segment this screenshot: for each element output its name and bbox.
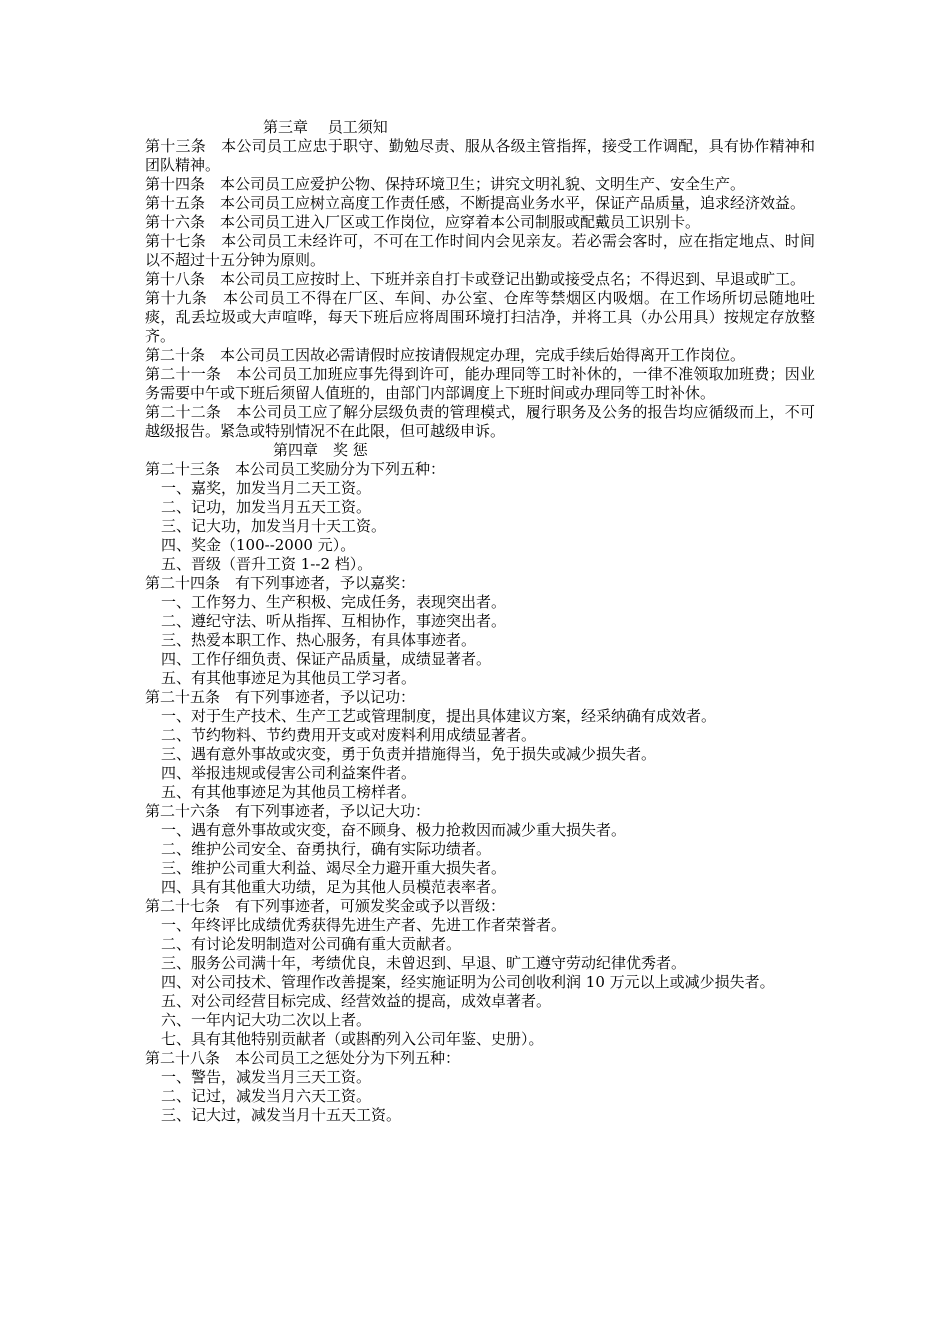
article-26-item: 四、具有其他重大功绩，足为其他人员模范表率者。 — [161, 878, 507, 896]
chapter-4-title: 第四章 奖 惩 — [273, 441, 368, 459]
article-20: 第二十条 本公司员工因故必需请假时应按请假规定办理，完成手续后始得离开工作岗位。 — [145, 346, 746, 364]
article-24-heading: 第二十四条 有下列事迹者，予以嘉奖： — [145, 574, 416, 592]
article-23-item: 二、记功，加发当月五天工资。 — [161, 498, 372, 516]
article-24-item: 二、遵纪守法、听从指挥、互相协作，事迹突出者。 — [161, 612, 507, 630]
article-19: 第十九条 本公司员工不得在厂区、车间、办公室、仓库等禁烟区内吸烟。在工作场所切忌随地吐痰，乱丢垃圾或大声喧哗，每天下班后应将周围环境打扫洁净，并将工具（办公用具）按规定存放整齐。 — [145, 289, 815, 345]
article-24-item: 一、工作努力、生产积极、完成任务，表现突出者。 — [161, 593, 507, 611]
article-28-item: 一、警告，减发当月三天工资。 — [161, 1068, 372, 1086]
article-26-item: 二、维护公司安全、奋勇执行，确有实际功绩者。 — [161, 840, 492, 858]
chapter-3-title: 第三章 员工须知 — [263, 118, 388, 136]
article-23-item: 一、嘉奖，加发当月二天工资。 — [161, 479, 372, 497]
article-25-item: 四、举报违规或侵害公司利益案件者。 — [161, 764, 417, 782]
article-21: 第二十一条 本公司员工加班应事先得到许可，能办理同等工时补休的，一律不准领取加班费；因业务需要中午或下班后须留人值班的，由部门内部调度上下班时间或办理同等工时补休。 — [145, 365, 815, 402]
article-26-item: 一、遇有意外事故或灾变，奋不顾身、极力抢救因而减少重大损失者。 — [161, 821, 627, 839]
article-28-item: 二、记过，减发当月六天工资。 — [161, 1087, 372, 1105]
article-26-item: 三、维护公司重大利益、竭尽全力避开重大损失者。 — [161, 859, 507, 877]
article-28-item: 三、记大过，减发当月十五天工资。 — [161, 1106, 402, 1124]
article-25-heading: 第二十五条 有下列事迹者，予以记功： — [145, 688, 416, 706]
article-24-item: 三、热爱本职工作、热心服务，有具体事迹者。 — [161, 631, 477, 649]
article-24-item: 四、工作仔细负责、保证产品质量，成绩显著者。 — [161, 650, 492, 668]
article-27-item: 五、对公司经营目标完成、经营效益的提高，成效卓著者。 — [161, 992, 552, 1010]
article-23-item: 五、晋级（晋升工资 1--2 档）。 — [161, 555, 373, 573]
article-27-heading: 第二十七条 有下列事迹者，可颁发奖金或予以晋级： — [145, 897, 506, 915]
article-27-item: 二、有讨论发明制造对公司确有重大贡献者。 — [161, 935, 462, 953]
article-25-item: 一、对于生产技术、生产工艺或管理制度，提出具体建议方案，经采纳确有成效者。 — [161, 707, 717, 725]
article-27-item: 四、对公司技术、管理作改善提案，经实施证明为公司创收利润 10 万元以上或减少损失者。 — [161, 973, 775, 991]
article-27-item: 三、服务公司满十年，考绩优良，未曾迟到、早退、旷工遵守劳动纪律优秀者。 — [161, 954, 687, 972]
article-13: 第十三条 本公司员工应忠于职守、勤勉尽责、服从各级主管指挥，接受工作调配，具有协作精神和团队精神。 — [145, 137, 815, 174]
article-18: 第十八条 本公司员工应按时上、下班并亲自打卡或登记出勤或接受点名；不得迟到、早退或旷工。 — [145, 270, 806, 288]
article-15: 第十五条 本公司员工应树立高度工作责任感，不断提高业务水平，保证产品质量，追求经济效益。 — [145, 194, 806, 212]
article-26-heading: 第二十六条 有下列事迹者，予以记大功： — [145, 802, 431, 820]
article-14: 第十四条 本公司员工应爱护公物、保持环境卫生；讲究文明礼貌、文明生产、安全生产。 — [145, 175, 746, 193]
article-27-item: 六、一年内记大功二次以上者。 — [161, 1011, 372, 1029]
article-23-item: 三、记大功，加发当月十天工资。 — [161, 517, 387, 535]
article-25-item: 二、节约物料、节约费用开支或对废料利用成绩显著者。 — [161, 726, 537, 744]
article-22: 第二十二条 本公司员工应了解分层级负责的管理模式，履行职务及公务的报告均应循级而上，不可越级报告。紧急或特别情况不在此限，但可越级申诉。 — [145, 403, 815, 440]
article-16: 第十六条 本公司员工进入厂区或工作岗位，应穿着本公司制服或配戴员工识别卡。 — [145, 213, 701, 231]
article-23-item: 四、奖金（100--2000 元）。 — [161, 536, 356, 554]
document-page — [145, 118, 815, 1125]
article-28-heading: 第二十八条 本公司员工之惩处分为下列五种： — [145, 1049, 461, 1067]
article-27-item: 七、具有其他特别贡献者（或斟酌列入公司年鉴、史册）。 — [161, 1030, 544, 1048]
article-25-item: 三、遇有意外事故或灾变，勇于负责并措施得当，免于损失或减少损失者。 — [161, 745, 657, 763]
article-23-heading: 第二十三条 本公司员工奖励分为下列五种： — [145, 460, 446, 478]
article-27-item: 一、年终评比成绩优秀获得先进生产者、先进工作者荣誉者。 — [161, 916, 567, 934]
article-17: 第十七条 本公司员工未经许可，不可在工作时间内会见亲友。若必需会客时，应在指定地点、时间以不超过十五分钟为原则。 — [145, 232, 815, 269]
article-24-item: 五、有其他事迹足为其他员工学习者。 — [161, 669, 417, 687]
article-25-item: 五、有其他事迹足为其他员工榜样者。 — [161, 783, 417, 801]
